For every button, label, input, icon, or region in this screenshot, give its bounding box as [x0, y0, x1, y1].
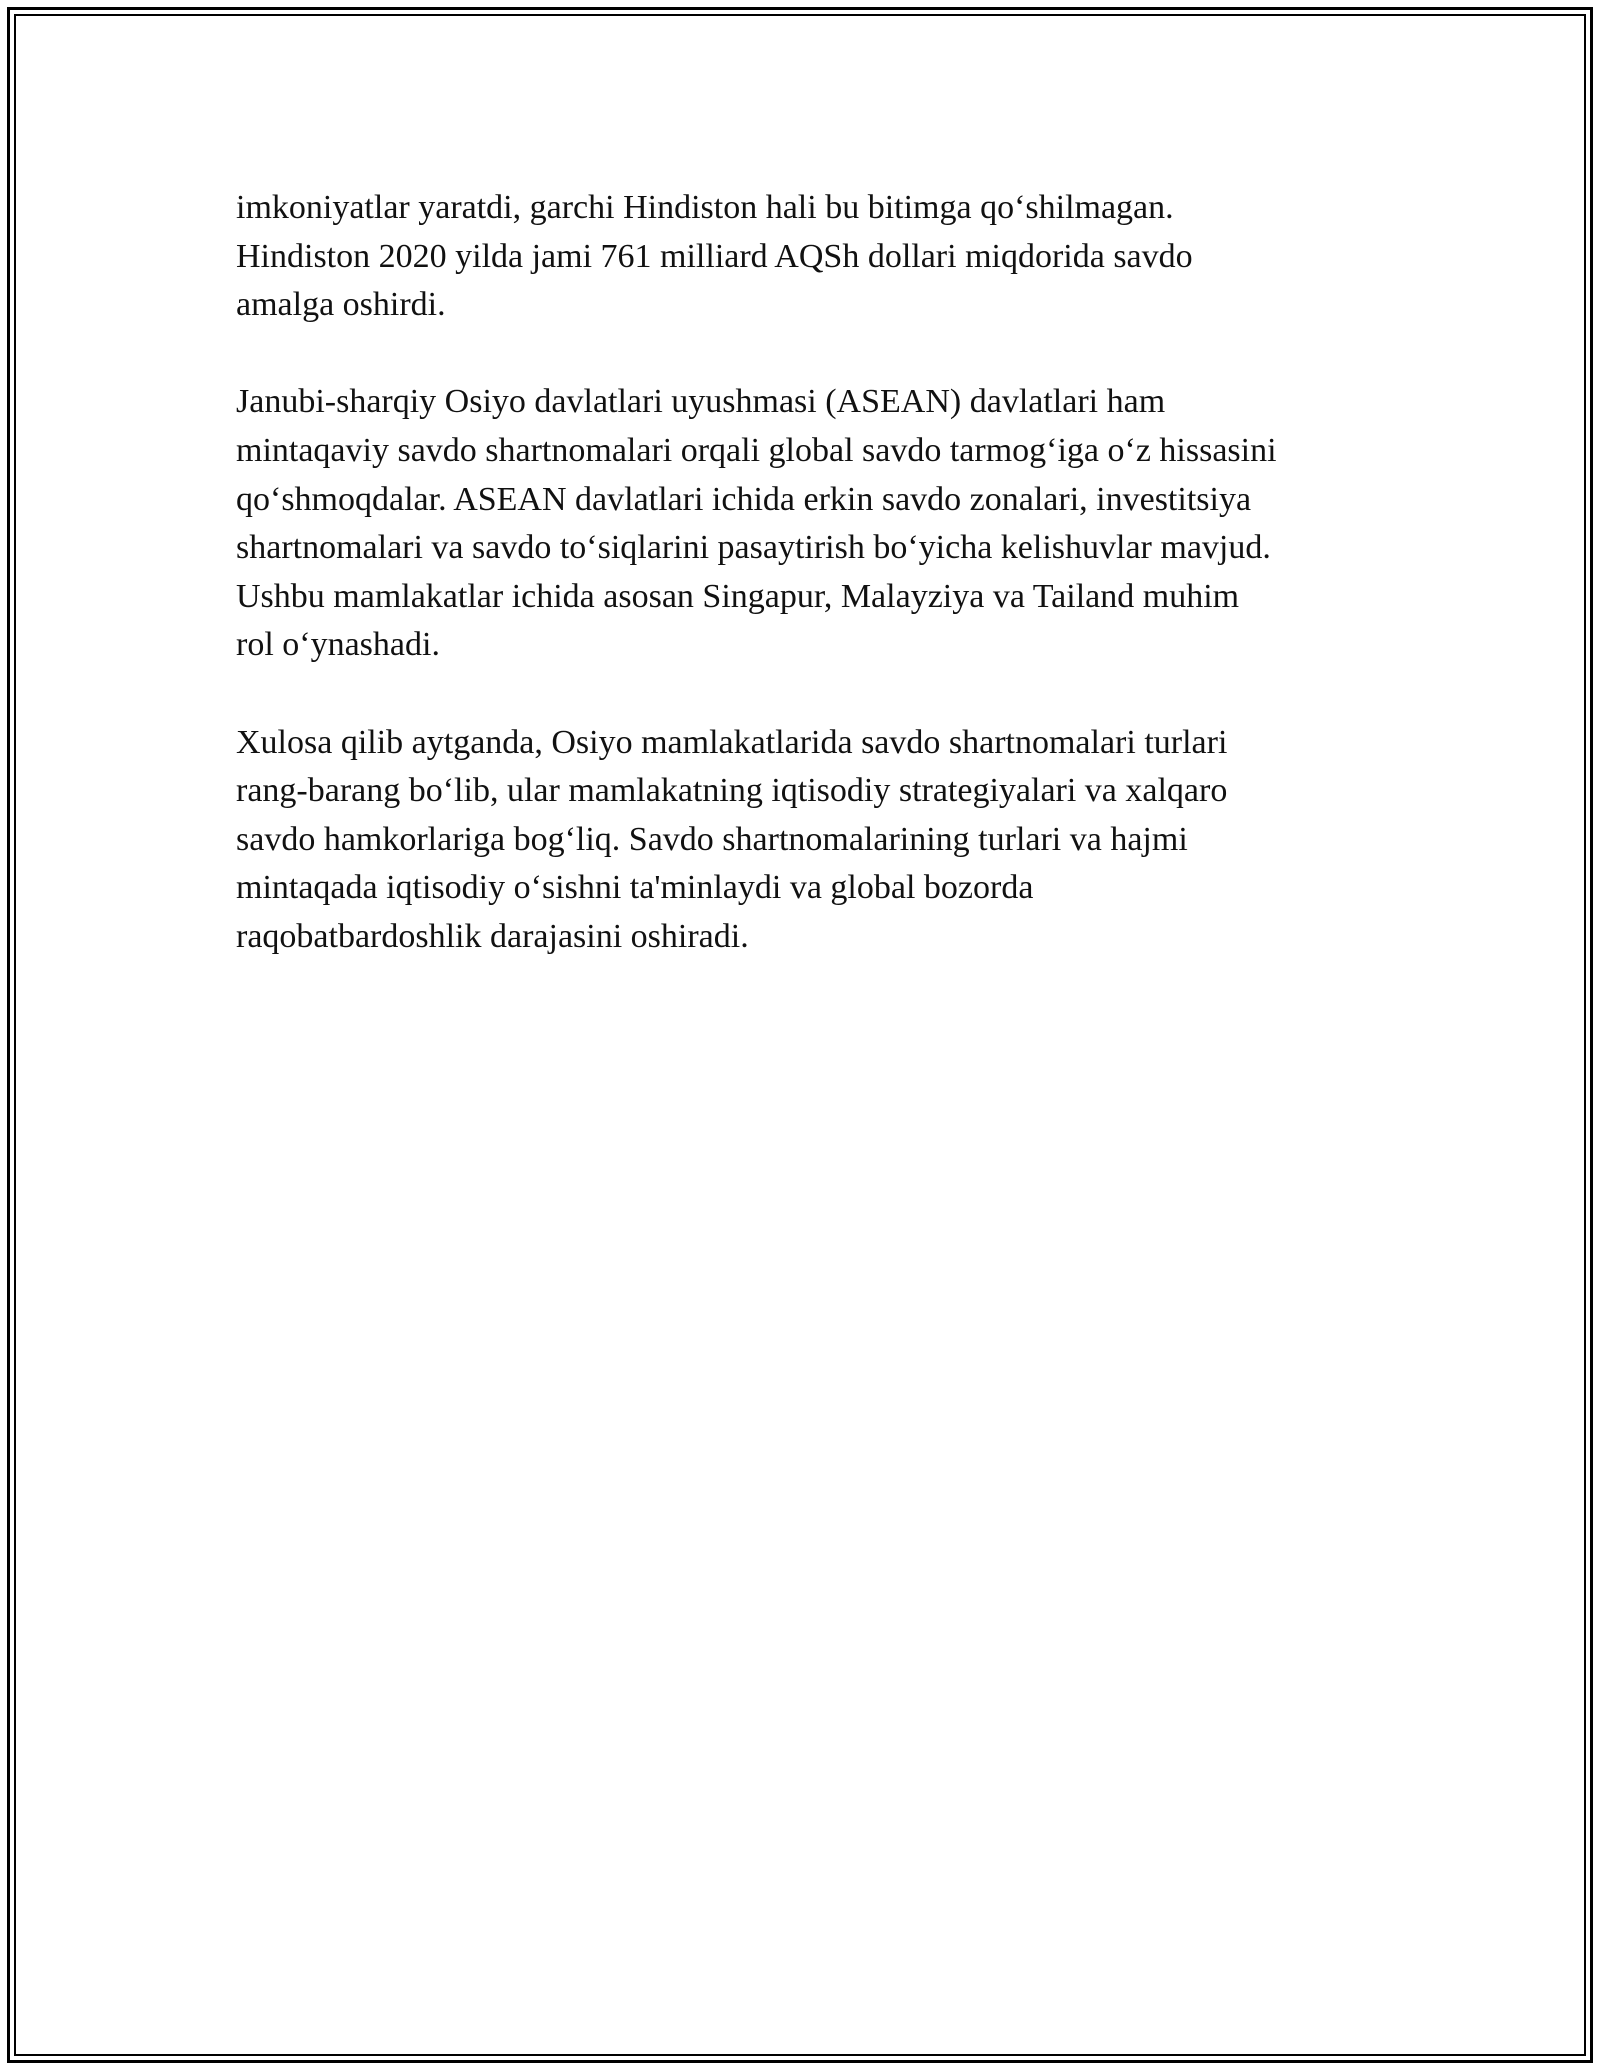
- text-line: Janubi-sharqiy Osiyo davlatlari uyushmasi (ASEAN) davlatlari ham: [236, 383, 1166, 421]
- text-line: mintaqaviy savdo shartnomalari orqali global savdo tarmog‘iga o‘z hissasini: [236, 431, 1277, 469]
- text-line: amalga oshirdi.: [236, 286, 446, 324]
- text-line: Xulosa qilib aytganda, Osiyo mamlakatlarida savdo shartnomalari turlari: [236, 723, 1228, 761]
- text-line: mintaqada iqtisodiy o‘sishni ta'minlaydi va global bozorda: [236, 869, 1034, 907]
- paragraph-conclusion: [236, 719, 1376, 962]
- text-line: raqobatbardoshlik darajasini oshiradi.: [236, 917, 749, 955]
- text-line: imkoniyatlar yaratdi, garchi Hindiston hali bu bitimga qo‘shilmagan.: [236, 189, 1174, 226]
- text-line: Hindiston 2020 yilda jami 761 milliard AQSh dollari miqdorida savdo: [236, 237, 1193, 275]
- text-line: rol o‘ynashadi.: [236, 626, 440, 664]
- text-line: shartnomalari va savdo to‘siqlarini pasaytirish bo‘yicha kelishuvlar mavjud.: [236, 529, 1271, 567]
- text-line: qo‘shmoqdalar. ASEAN davlatlari ichida erkin savdo zonalari, investitsiya: [236, 480, 1252, 518]
- text-line: Ushbu mamlakatlar ichida asosan Singapur, Malayziya va Tailand muhim: [236, 577, 1240, 615]
- paragraph-india-trade: [236, 184, 1376, 330]
- text-line: savdo hamkorlariga bog‘liq. Savdo shartnomalarining turlari va hajmi: [236, 820, 1188, 858]
- document-body: [236, 184, 1376, 1010]
- text-line: rang-barang bo‘lib, ular mamlakatning iqtisodiy strategiyalari va xalqaro: [236, 772, 1228, 810]
- paragraph-asean: [236, 378, 1376, 670]
